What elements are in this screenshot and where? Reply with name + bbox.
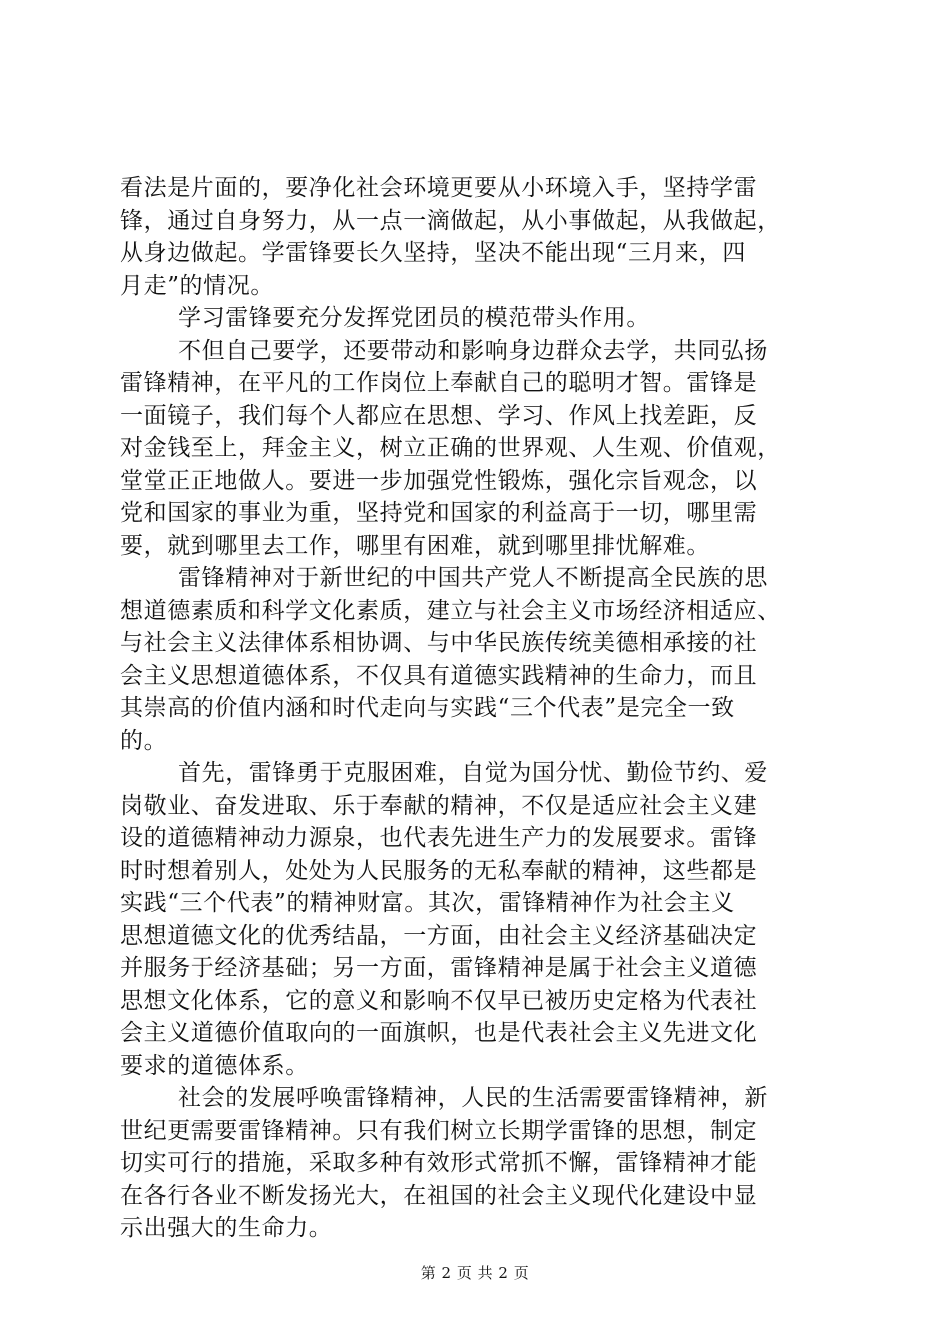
text-line: 其崇高的价值内涵和时代走向与实践“三个代表”是完全一致 xyxy=(120,695,735,721)
text-line: 的。 xyxy=(120,727,168,754)
text-line: 对金钱至上，拜金主义，树立正确的世界观、人生观、价值观， xyxy=(120,435,781,461)
text-line: 思想文化体系，它的意义和影响不仅早已被历史定格为代表社 xyxy=(120,987,758,1014)
text-line: 堂堂正正地做人。要进一步加强党性锻炼，强化宗旨观念，以 xyxy=(120,467,758,494)
text-line: 设的道德精神动力源泉，也代表先进生产力的发展要求。雷锋 xyxy=(120,825,758,851)
text-line: 社会的发展呼唤雷锋精神，人民的生活需要雷锋精神，新 xyxy=(178,1085,768,1111)
text-line: 世纪更需要雷锋精神。只有我们树立长期学雷锋的思想，制定 xyxy=(120,1117,758,1144)
text-line: 示出强大的生命力。 xyxy=(120,1215,333,1241)
text-line: 要求的道德体系。 xyxy=(120,1052,309,1079)
text-line: 学习雷锋要充分发挥党团员的模范带头作用。 xyxy=(178,305,650,331)
document-body xyxy=(120,172,832,1245)
text-line: 月走”的情况。 xyxy=(120,272,274,299)
text-line: 想道德素质和科学文化素质，建立与社会主义市场经济相适应、 xyxy=(120,597,781,624)
text-line: 一面镜子，我们每个人都应在思想、学习、作风上找差距，反 xyxy=(120,402,758,429)
text-line: 切实可行的措施，采取多种有效形式常抓不懈，雷锋精神才能 xyxy=(120,1150,758,1176)
text-line: 实践“三个代表”的精神财富。其次，雷锋精神作为社会主义 xyxy=(120,890,735,916)
text-line: 并服务于经济基础；另一方面，雷锋精神是属于社会主义道德 xyxy=(120,955,758,981)
text-line: 会主义思想道德体系，不仅具有道德实践精神的生命力，而且 xyxy=(120,662,758,689)
text-line: 在各行各业不断发扬光大，在祖国的社会主义现代化建设中显 xyxy=(120,1182,758,1209)
text-line: 首先，雷锋勇于克服困难，自觉为国分忧、勤俭节约、爱 xyxy=(178,760,768,786)
text-line: 与社会主义法律体系相协调、与中华民族传统美德相承接的社 xyxy=(120,630,758,656)
text-line: 党和国家的事业为重，坚持党和国家的利益高于一切，哪里需 xyxy=(120,500,758,526)
text-line: 要，就到哪里去工作，哪里有困难，就到哪里排忧解难。 xyxy=(120,532,710,559)
text-line: 锋，通过自身努力，从一点一滴做起，从小事做起，从我做起， xyxy=(120,207,781,234)
text-line: 从身边做起。学雷锋要长久坚持，坚决不能出现“三月来，四 xyxy=(120,240,746,266)
text-line: 雷锋精神，在平凡的工作岗位上奉献自己的聪明才智。雷锋是 xyxy=(120,370,758,396)
text-line: 雷锋精神对于新世纪的中国共产党人不断提高全民族的思 xyxy=(178,565,768,591)
text-line: 岗敬业、奋发进取、乐于奉献的精神，不仅是适应社会主义建 xyxy=(120,792,758,819)
text-line: 会主义道德价值取向的一面旗帜，也是代表社会主义先进文化 xyxy=(120,1020,758,1046)
page-footer: 第 2 页 共 2 页 xyxy=(420,1264,530,1282)
text-line: 思想道德文化的优秀结晶，一方面，由社会主义经济基础决定 xyxy=(120,922,758,949)
text-line: 时时想着别人，处处为人民服务的无私奉献的精神，这些都是 xyxy=(120,857,758,884)
text-line: 看法是片面的，要净化社会环境更要从小环境入手，坚持学雷 xyxy=(120,175,758,201)
text-line: 不但自己要学，还要带动和影响身边群众去学，共同弘扬 xyxy=(178,337,768,364)
